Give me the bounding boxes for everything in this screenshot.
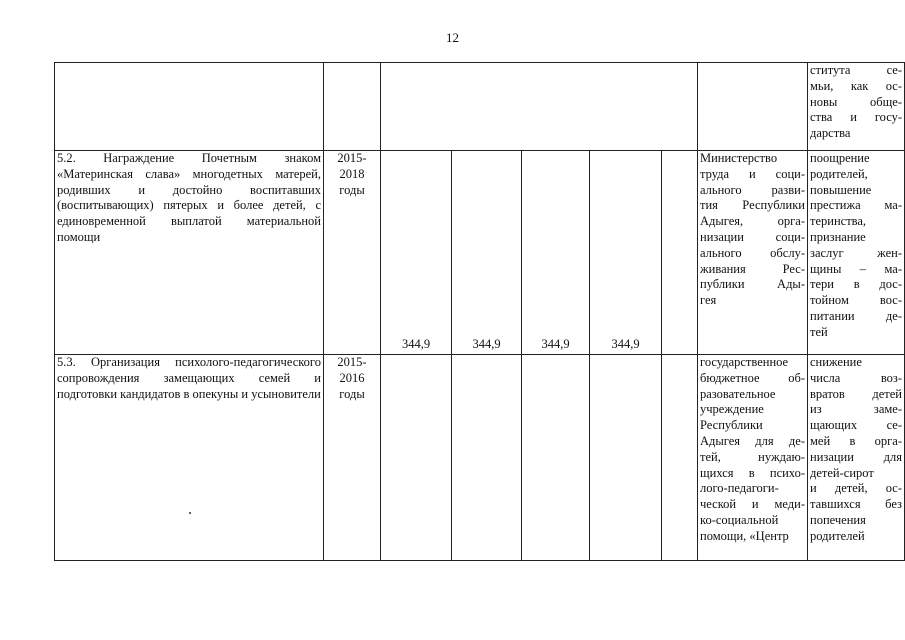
cell-line: вратов детей (810, 386, 902, 401)
executor-cell (698, 355, 808, 561)
result-cell (808, 151, 905, 355)
value-cell: 344,9 (590, 151, 662, 355)
cell-line: разовательное (700, 386, 776, 401)
value-cell: 344,9 (381, 151, 452, 355)
cell-line: бюджетное об- (700, 370, 805, 385)
measure-cell: 5.2. Награждение Почетным знаком «Материнская слава» многодетных матерей, родивших и достойно воспитавших (воспитывающих) пятерых и более детей, с единовременной выплатой материальной помощи (55, 151, 324, 355)
cell-line: тавшихся без (810, 497, 902, 512)
cell-line: гея (700, 293, 717, 308)
cell-line: тери в дос- (810, 277, 902, 292)
cell-line: живания Рес- (700, 261, 805, 276)
cell-line: тей (810, 324, 828, 339)
cell-line: Республики (700, 418, 763, 433)
value-cell: 344,9 (452, 151, 522, 355)
cell-line: мей в орга- (810, 433, 902, 448)
term-cell: 2015-2018 годы (324, 151, 381, 355)
cell-line: лого-педагоги- (700, 481, 779, 496)
empty-cell (662, 151, 698, 355)
cell-line: из заме- (810, 402, 902, 417)
cell-line: ческой и меди- (700, 497, 805, 512)
cell-line: престижа ма- (810, 198, 902, 213)
cell-line: труда и соци- (700, 166, 805, 181)
cell-line: признание (810, 229, 866, 244)
value-cell: 344,9 (522, 151, 590, 355)
cell-line: ального разви- (700, 182, 805, 197)
cell-line: Адыгея, орга- (700, 214, 805, 229)
cell-line: новы обще- (810, 94, 902, 109)
value-cell (381, 355, 452, 561)
cell-line: помощи, «Центр (700, 528, 789, 543)
cell-line: ства и госу- (810, 110, 902, 125)
funding-cell (381, 63, 698, 151)
cell-line: повышение (810, 182, 872, 197)
cell-line: ко-социальной (700, 512, 779, 527)
cell-line: публики Ады- (700, 277, 805, 292)
cell-line: питании де- (810, 308, 902, 323)
result-cell (808, 355, 905, 561)
table-row (55, 355, 905, 561)
cell-line: родителей (810, 528, 865, 543)
cell-line: заслуг жен- (810, 245, 902, 260)
page-number: 12 (446, 30, 459, 45)
value-cell (522, 355, 590, 561)
cell-line: щины – ма- (810, 261, 902, 276)
cell-line: дарства (810, 126, 851, 141)
cell-line: родителей, (810, 166, 868, 181)
cell-line: государственное (700, 355, 789, 369)
value-cell (590, 355, 662, 561)
cell-line: детей-сирот (810, 465, 874, 480)
empty-cell (662, 355, 698, 561)
cell-line: и детей, ос- (810, 481, 902, 496)
cell-line: попечения (810, 512, 866, 527)
cell-line: низации для (810, 449, 902, 464)
cell-line: тей, нуждаю- (700, 449, 805, 464)
cell-line: поощрение (810, 151, 870, 165)
speck (189, 512, 191, 514)
term-cell: 2015-2016 годы (324, 355, 381, 561)
program-measures-table (54, 62, 905, 561)
cell-line: числа воз- (810, 370, 902, 385)
executor-cell (698, 63, 808, 151)
measure-cell (55, 63, 324, 151)
cell-line: Адыгея для де- (700, 433, 805, 448)
cell-line: низации соци- (700, 229, 805, 244)
cell-line: теринства, (810, 214, 867, 229)
cell-line: ститута се- (810, 63, 902, 77)
cell-line: тойном вос- (810, 293, 902, 308)
cell-line: щающих се- (810, 418, 902, 433)
table-row (55, 63, 905, 151)
value-cell (452, 355, 522, 561)
cell-line: учреждение (700, 402, 764, 417)
executor-cell (698, 151, 808, 355)
cell-line: Министерство (700, 151, 778, 165)
cell-line: снижение (810, 355, 862, 369)
cell-line: тия Республики (700, 198, 805, 213)
term-cell (324, 63, 381, 151)
result-cell (808, 63, 905, 151)
table-row (55, 151, 905, 355)
cell-line: ального обслу- (700, 245, 805, 260)
cell-line: мьи, как ос- (810, 78, 902, 93)
measure-cell: 5.3. Организация психолого-педагогического сопровождения замещающих семей и подготовки кандидатов в опекуны и усыновители (55, 355, 324, 561)
cell-line: щихся в психо- (700, 465, 805, 480)
